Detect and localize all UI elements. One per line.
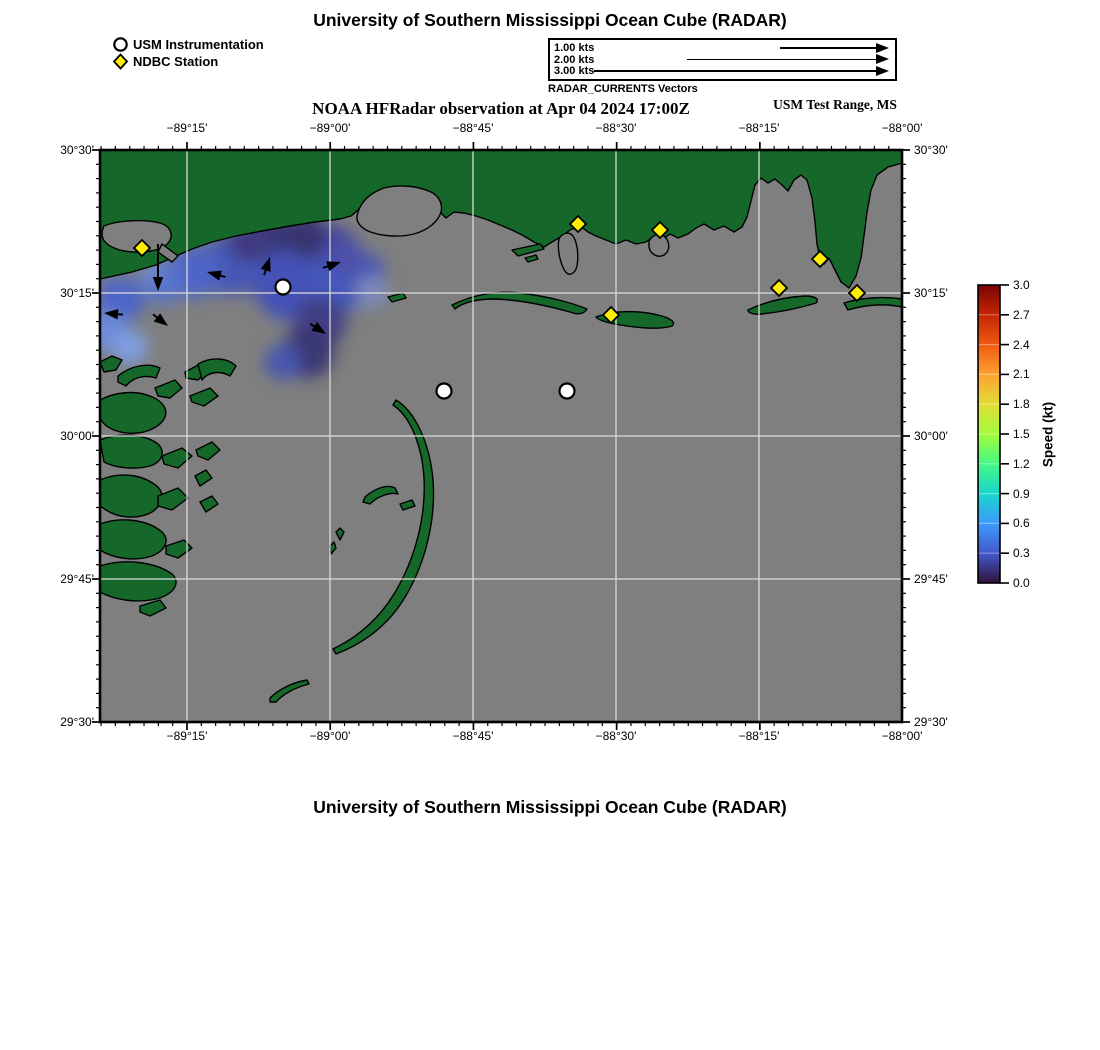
colorbar-tick-label: 0.0 xyxy=(1013,576,1030,590)
vector-scale-arrowhead-icon xyxy=(876,43,889,53)
lon-tick-label-bottom: −89°00' xyxy=(309,729,351,743)
usm-instrumentation-marker xyxy=(276,280,291,295)
vector-scale-row-2 xyxy=(550,54,895,66)
lat-tick-label-right: 30°00' xyxy=(914,429,948,443)
colorbar-tick-label: 1.8 xyxy=(1013,397,1030,412)
lon-tick-label-bottom: −88°00' xyxy=(881,729,923,743)
vector-scale-line xyxy=(780,47,877,49)
lat-tick-label-left: 30°00' xyxy=(60,429,94,443)
colorbar-title: Speed (kt) xyxy=(1040,401,1056,468)
colorbar-tick-label: 0.9 xyxy=(1013,486,1030,501)
ndbc-diamond-icon xyxy=(112,53,129,70)
colorbar-tick-label: 2.4 xyxy=(1013,337,1030,352)
legend-row-ndbc xyxy=(112,53,264,70)
lat-tick-label-right: 30°15' xyxy=(914,286,948,300)
lat-tick-label-left: 29°45' xyxy=(60,572,94,586)
colorbar-tick-label: 0.3 xyxy=(1013,546,1030,561)
vector-scale-line xyxy=(687,59,877,61)
lon-tick-label-top: −88°30' xyxy=(595,121,637,135)
figure-title-bottom: University of Southern Mississippi Ocean Cube (RADAR) xyxy=(313,797,787,817)
colorbar-tick-label: 0.6 xyxy=(1013,516,1030,531)
symbol-legend xyxy=(112,36,264,70)
colorbar-tick-label: 2.1 xyxy=(1013,367,1030,382)
lon-tick-label-top: −88°15' xyxy=(738,121,780,135)
map-plot xyxy=(86,136,916,736)
lon-tick-label-bottom: −88°45' xyxy=(452,729,494,743)
lon-tick-label-top: −89°15' xyxy=(166,121,208,135)
lat-tick-label-left: 29°30' xyxy=(60,715,94,729)
legend-row-usm xyxy=(112,36,264,53)
lat-tick-label-left: 30°30' xyxy=(60,143,94,157)
colorbar-tick-label: 2.7 xyxy=(1013,307,1030,322)
lat-tick-label-right: 29°45' xyxy=(914,572,948,586)
vector-scale-row-3 xyxy=(550,65,895,77)
usm-instrumentation-marker xyxy=(560,384,575,399)
lon-tick-label-top: −88°45' xyxy=(452,121,494,135)
vector-scale-arrowhead-icon xyxy=(876,66,889,76)
vector-scale-box xyxy=(548,38,897,81)
vector-scale-label-1: 1.00 kts xyxy=(554,42,595,54)
vector-scale-label-3: 3.00 kts xyxy=(554,65,595,77)
legend-label-usm: USM Instrumentation xyxy=(133,37,264,52)
lon-tick-label-top: −88°00' xyxy=(881,121,923,135)
lat-tick-label-left: 30°15' xyxy=(60,286,94,300)
lon-tick-label-top: −89°00' xyxy=(309,121,351,135)
vector-scale-arrowhead-icon xyxy=(876,54,889,64)
test-range-label: USM Test Range, MS xyxy=(773,97,897,112)
lon-tick-label-bottom: −89°15' xyxy=(166,729,208,743)
colorbar-tick-label: 3.0 xyxy=(1013,278,1030,292)
lon-tick-label-bottom: −88°30' xyxy=(595,729,637,743)
speed-patch xyxy=(356,276,388,308)
lat-tick-label-right: 29°30' xyxy=(914,715,948,729)
vector-scale-row-1 xyxy=(550,42,895,54)
vector-scale-caption: RADAR_CURRENTS Vectors xyxy=(548,83,698,95)
figure-title-top: University of Southern Mississippi Ocean Cube (RADAR) xyxy=(313,10,787,30)
observation-subtitle: NOAA HFRadar observation at Apr 04 2024 17:00Z xyxy=(312,99,690,118)
speed-patch xyxy=(265,344,301,380)
usm-circle-icon xyxy=(112,36,129,53)
lon-tick-label-bottom: −88°15' xyxy=(738,729,780,743)
usm-instrumentation-marker xyxy=(437,384,452,399)
vector-scale-label-2: 2.00 kts xyxy=(554,53,595,66)
legend-label-ndbc: NDBC Station xyxy=(133,54,219,69)
vector-scale-line xyxy=(594,70,877,72)
colorbar-tick-label: 1.5 xyxy=(1013,427,1030,441)
lat-tick-label-right: 30°30' xyxy=(914,143,948,157)
colorbar-tick-label: 1.2 xyxy=(1013,456,1030,471)
